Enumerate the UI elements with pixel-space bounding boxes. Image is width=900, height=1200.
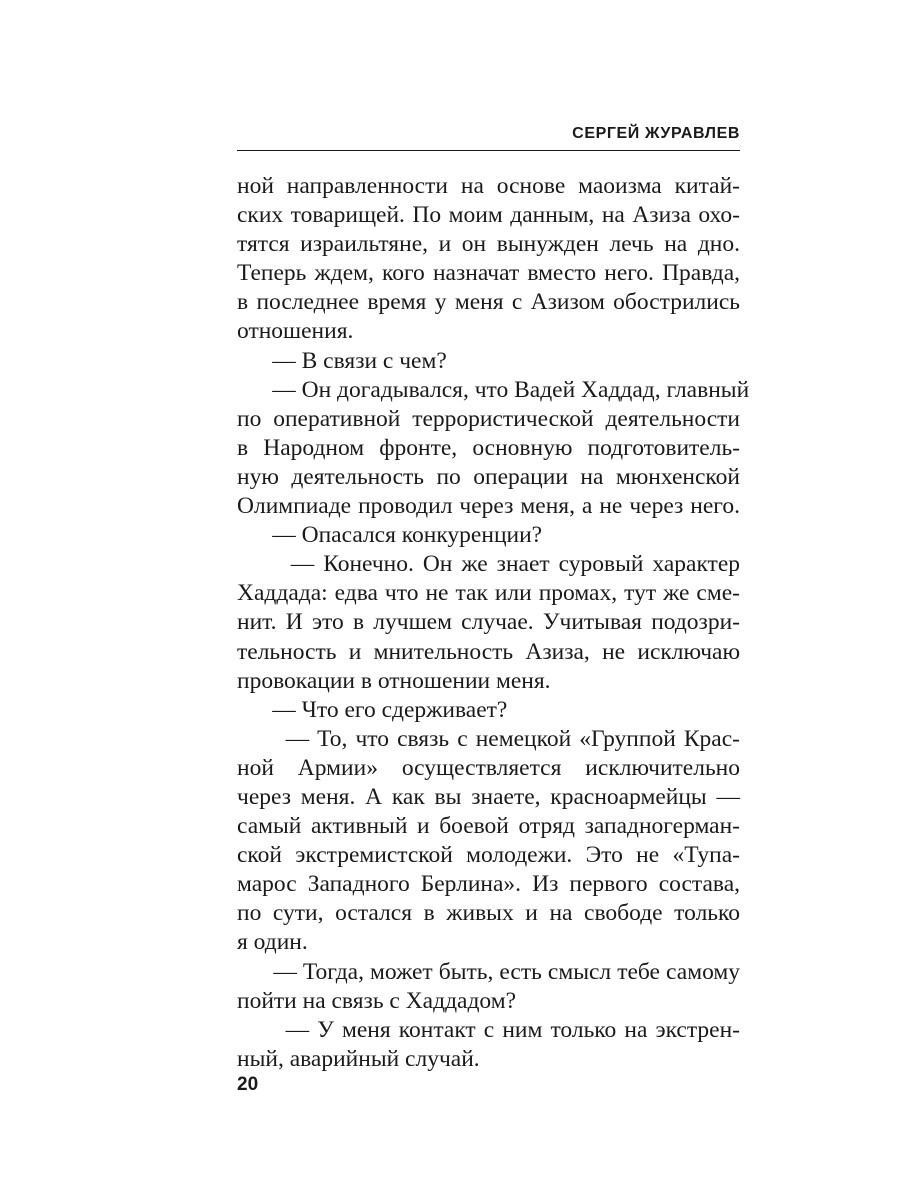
text-line: — Конечно. Он же знает суровый характер xyxy=(237,551,740,578)
page-number: 20 xyxy=(237,1074,259,1095)
text-line: через меня. А как вы знаете, красноармейцы — xyxy=(237,783,740,810)
text-line: ских товарищей. По моим данным, на Азиза охо- xyxy=(237,202,740,229)
text-line: ную деятельность по операции на мюнхенской xyxy=(237,463,740,490)
text-line: в последнее время у меня с Азизом обострились xyxy=(237,289,740,316)
text-line: — Он догадывался, что Вадей Хаддад, главный xyxy=(237,376,750,403)
text-line: ной направленности на основе маоизма китай- xyxy=(237,173,740,199)
text-line: Теперь ждем, кого назначат вместо него. Правда, xyxy=(237,260,740,287)
text-line: пойти на связь с Хаддадом? xyxy=(237,987,517,1014)
running-head xyxy=(237,124,740,151)
text-line: — Опасался конкуренции? xyxy=(237,522,543,549)
text-line: ный, аварийный случай. xyxy=(237,1045,480,1072)
text-line: провокации в отношении меня. xyxy=(237,667,551,694)
text-line: тятся израильтяне, и он вынужден лечь на дно. xyxy=(237,231,740,258)
text-line: Хаддада: едва что не так или промах, тут же сме- xyxy=(237,580,740,607)
text-line: по сути, остался в живых и на свободе только xyxy=(237,900,740,927)
text-line: ной Армии» осуществляется исключительно xyxy=(237,754,740,781)
text-line: — Что его сдерживает? xyxy=(237,696,508,723)
body-text xyxy=(237,172,750,1074)
text-line: тельность и мнительность Азиза, не исключаю xyxy=(237,638,740,665)
text-line: — У меня контакт с ним только на экстрен- xyxy=(237,1016,740,1043)
text-line: марос Западного Берлина». Из первого состава, xyxy=(237,871,740,898)
text-line: Олимпиаде проводил через меня, а не через него. xyxy=(237,493,740,520)
text-line: ской экстремистской молодежи. Это не «Тупа- xyxy=(237,842,740,869)
text-line: я один. xyxy=(237,929,308,956)
text-line: — То, что связь с немецкой «Группой Крас- xyxy=(237,725,740,752)
text-line: самый активный и боевой отряд западногерман- xyxy=(237,813,740,840)
text-line: — В связи с чем? xyxy=(237,347,447,374)
text-line: нит. И это в лучшем случае. Учитывая подозри- xyxy=(237,609,740,636)
text-line: в Народном фронте, основную подготовитель- xyxy=(237,434,740,461)
text-line: — Тогда, может быть, есть смысл тебе самому xyxy=(237,958,740,985)
text-line: по оперативной террористической деятельности xyxy=(237,405,740,432)
running-title: СЕРГЕЙ ЖУРАВЛЕВ xyxy=(572,125,740,142)
text-line: отношения. xyxy=(237,318,354,345)
